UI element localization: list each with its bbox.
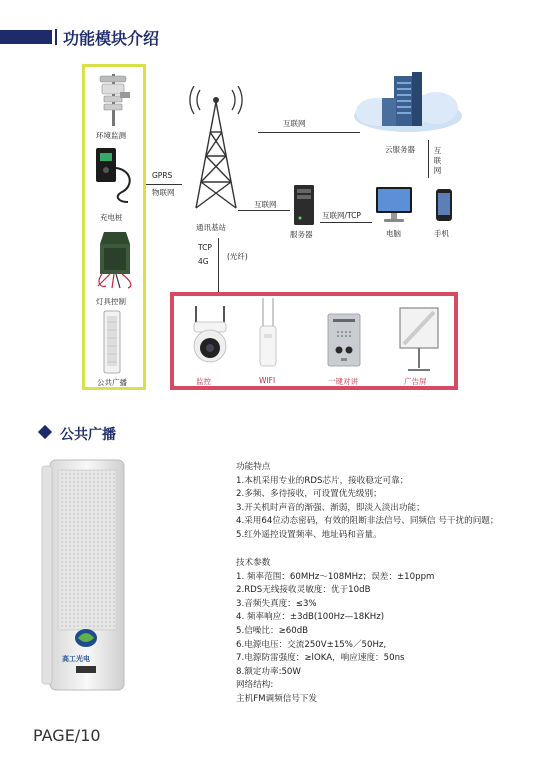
weather-station-icon bbox=[92, 70, 136, 128]
tech-item: 4. 频率响应：±3dB(100Hz—18KHz) bbox=[236, 612, 385, 623]
header-accent-bar bbox=[0, 30, 52, 44]
bottom-label-wifi: WIFI bbox=[259, 376, 276, 385]
bottom-label-intercom: 一键对讲 bbox=[328, 377, 358, 386]
section-title: 公共广播 bbox=[60, 427, 116, 443]
pc-label: 电脑 bbox=[386, 229, 401, 238]
bottom-label-cctv: 监控 bbox=[196, 377, 211, 386]
features-title: 功能特点 bbox=[236, 462, 271, 472]
iot-label: 物联网 bbox=[152, 188, 175, 197]
tech-item: 5.信噪比：≥60dB bbox=[236, 625, 309, 636]
tech-item: 3.音频失真度：≤3% bbox=[236, 598, 317, 609]
cloud-terminal-label: 互联网 bbox=[433, 146, 442, 175]
server-pc-label: 互联网/TCP bbox=[322, 211, 361, 220]
tower-server-line bbox=[238, 210, 290, 211]
wifi-ap-icon bbox=[256, 296, 280, 374]
lighting-controller-icon bbox=[90, 226, 142, 292]
tech-item: 网络结构: bbox=[236, 680, 274, 691]
section-bullet-icon bbox=[38, 425, 52, 439]
feature-item: 3.开关机时声音的渐强、渐弱，即淡入淡出功能； bbox=[236, 502, 425, 513]
tech-item: 8.额定功率:50W bbox=[236, 666, 301, 677]
tech-item: 6.电源电压：交流250V±15%／50Hz, bbox=[236, 639, 387, 650]
server-pc-line bbox=[320, 222, 372, 223]
tech-item: 7.电源防雷强度：≥lOKA，响应速度：50ns bbox=[236, 653, 405, 664]
gprs-label: GPRS bbox=[152, 171, 173, 180]
speaker-brand-label: 高工光电 bbox=[62, 655, 90, 663]
page-title: 功能模块介绍 bbox=[63, 29, 160, 48]
gprs-link-line bbox=[146, 184, 182, 185]
tech-item: 1. 频率范围：60MHz～108MHz；误差：±10ppm bbox=[236, 571, 435, 582]
charging-pile-icon bbox=[92, 146, 138, 206]
cloud-label: 云服务器 bbox=[385, 145, 415, 154]
phone-icon bbox=[435, 188, 453, 222]
device-label-charging: 充电桩 bbox=[100, 213, 123, 222]
tower-server-label: 互联网 bbox=[254, 200, 277, 209]
device-label-broadcast: 公共广播 bbox=[97, 378, 127, 387]
feature-item: 4.采用64位动态密码，有效的阻断非法信号、同频信 号干扰的问题； bbox=[236, 516, 499, 527]
phone-label: 手机 bbox=[434, 229, 449, 238]
server-icon bbox=[290, 184, 318, 226]
4g-label: 4G bbox=[198, 257, 209, 266]
tech-title: 技术参数 bbox=[236, 558, 271, 568]
cctv-camera-icon bbox=[188, 304, 232, 370]
tech-item: 主机FM调频信号下发 bbox=[236, 693, 318, 704]
computer-icon bbox=[374, 185, 414, 225]
tower-cloud-line bbox=[258, 132, 360, 133]
cloud-terminal-line bbox=[428, 140, 429, 178]
ad-screen-icon bbox=[396, 306, 442, 374]
column-speaker-icon bbox=[103, 310, 121, 374]
tcp-label: TCP bbox=[198, 243, 212, 252]
tower-label: 通讯基站 bbox=[196, 223, 226, 232]
device-label-lighting: 灯具控制 bbox=[96, 297, 126, 306]
tech-specs-block bbox=[236, 557, 526, 707]
device-label-env: 环境监测 bbox=[96, 131, 126, 140]
tech-item: 2.RDS无线接收灵敏度：优于10dB bbox=[236, 585, 371, 596]
fiber-label: (光纤) bbox=[227, 252, 248, 261]
feature-item: 2.多频、多待接收，可设置优先级别； bbox=[236, 489, 382, 500]
cloud-server-icon bbox=[352, 70, 464, 136]
bottom-label-ad-screen: 广告屏 bbox=[404, 377, 427, 386]
cell-tower-icon bbox=[180, 86, 252, 216]
tower-bottom-line bbox=[218, 238, 219, 292]
page-number: PAGE/10 bbox=[33, 726, 101, 745]
tower-cloud-label: 互联网 bbox=[283, 119, 306, 128]
server-label: 服务器 bbox=[290, 230, 313, 239]
features-block bbox=[236, 461, 526, 543]
feature-item: 1.本机采用专业的RDS芯片，接收稳定可靠； bbox=[236, 475, 409, 486]
intercom-icon bbox=[326, 312, 362, 368]
feature-item: 5.红外遥控设置频率、地址码和音量。 bbox=[236, 529, 382, 540]
header-divider bbox=[55, 29, 57, 45]
